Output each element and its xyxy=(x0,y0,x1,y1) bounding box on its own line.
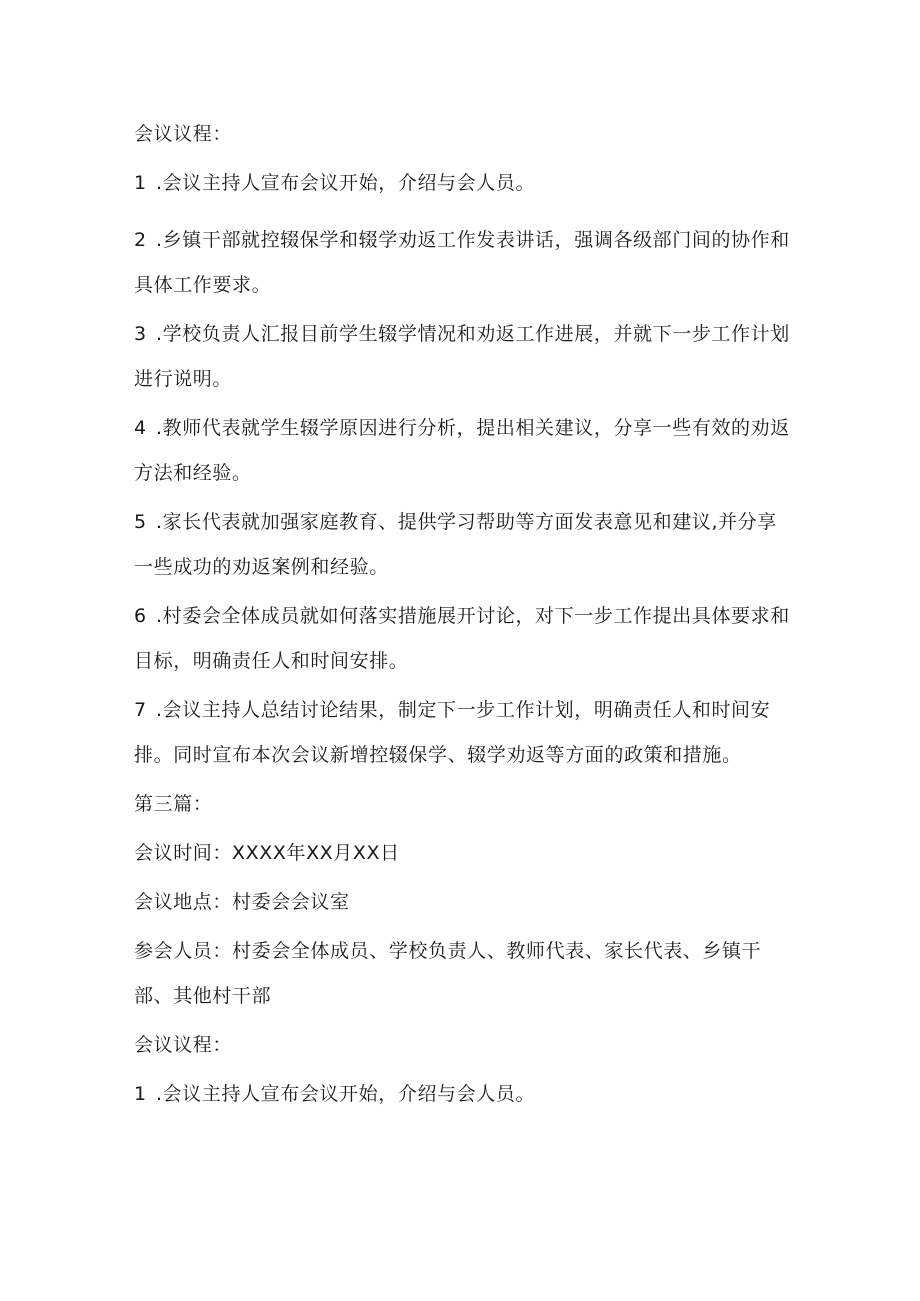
agenda-item xyxy=(134,688,790,778)
item-number: 1 xyxy=(134,172,147,194)
item-text: .村委会全体成员就如何落实措施展开讨论，对下一步工作提出具体要求和目标，明确责任人和时间安排。 xyxy=(134,605,790,672)
item-text: .会议主持人宣布会议开始，介绍与会人员。 xyxy=(156,1083,536,1105)
section-title: 第三篇： xyxy=(134,793,213,815)
agenda-heading: 会议议程： xyxy=(134,1034,233,1056)
agenda-item xyxy=(134,406,790,496)
item-number: 5 xyxy=(134,511,147,533)
item-text: .家长代表就加强家庭教育、提供学习帮助等方面发表意见和建议,并分享一些成功的劝返案例和经验。 xyxy=(134,511,777,578)
item-text: .会议主持人总结讨论结果，制定下一步工作计划，明确责任人和时间安排。同时宣布本次会议新增控辍保学、辍学劝返等方面的政策和措施。 xyxy=(134,699,771,766)
item-text: .乡镇干部就控辍保学和辍学劝返工作发表讲话，强调各级部门间的协作和具体工作要求。 xyxy=(134,229,790,296)
item-number: 7 xyxy=(134,699,147,721)
agenda-item xyxy=(134,594,790,684)
item-number: 2 xyxy=(134,229,147,251)
item-text: .学校负责人汇报目前学生辍学情况和劝返工作进展，并就下一步工作计划进行说明。 xyxy=(134,323,790,390)
item-text: .会议主持人宣布会议开始，介绍与会人员。 xyxy=(156,172,536,194)
item-number: 4 xyxy=(134,417,147,439)
item-number: 3 xyxy=(134,323,147,345)
document-body xyxy=(134,112,790,1117)
meeting-time: 会议时间：XXXX年XX月XX日 xyxy=(134,842,400,864)
item-number: 6 xyxy=(134,605,147,627)
agenda-item xyxy=(134,218,790,308)
agenda-item xyxy=(134,161,790,206)
attendees: 参会人员：村委会全体成员、学校负责人、教师代表、家长代表、乡镇干部、其他村干部 xyxy=(134,940,762,1007)
agenda-item xyxy=(134,1072,790,1117)
meeting-place: 会议地点：村委会会议室 xyxy=(134,891,350,913)
agenda-item xyxy=(134,500,790,590)
agenda-heading: 会议议程： xyxy=(134,123,233,145)
item-number: 1 xyxy=(134,1083,147,1105)
agenda-item xyxy=(134,312,790,402)
item-text: .教师代表就学生辍学原因进行分析，提出相关建议，分享一些有效的劝返方法和经验。 xyxy=(134,417,790,484)
